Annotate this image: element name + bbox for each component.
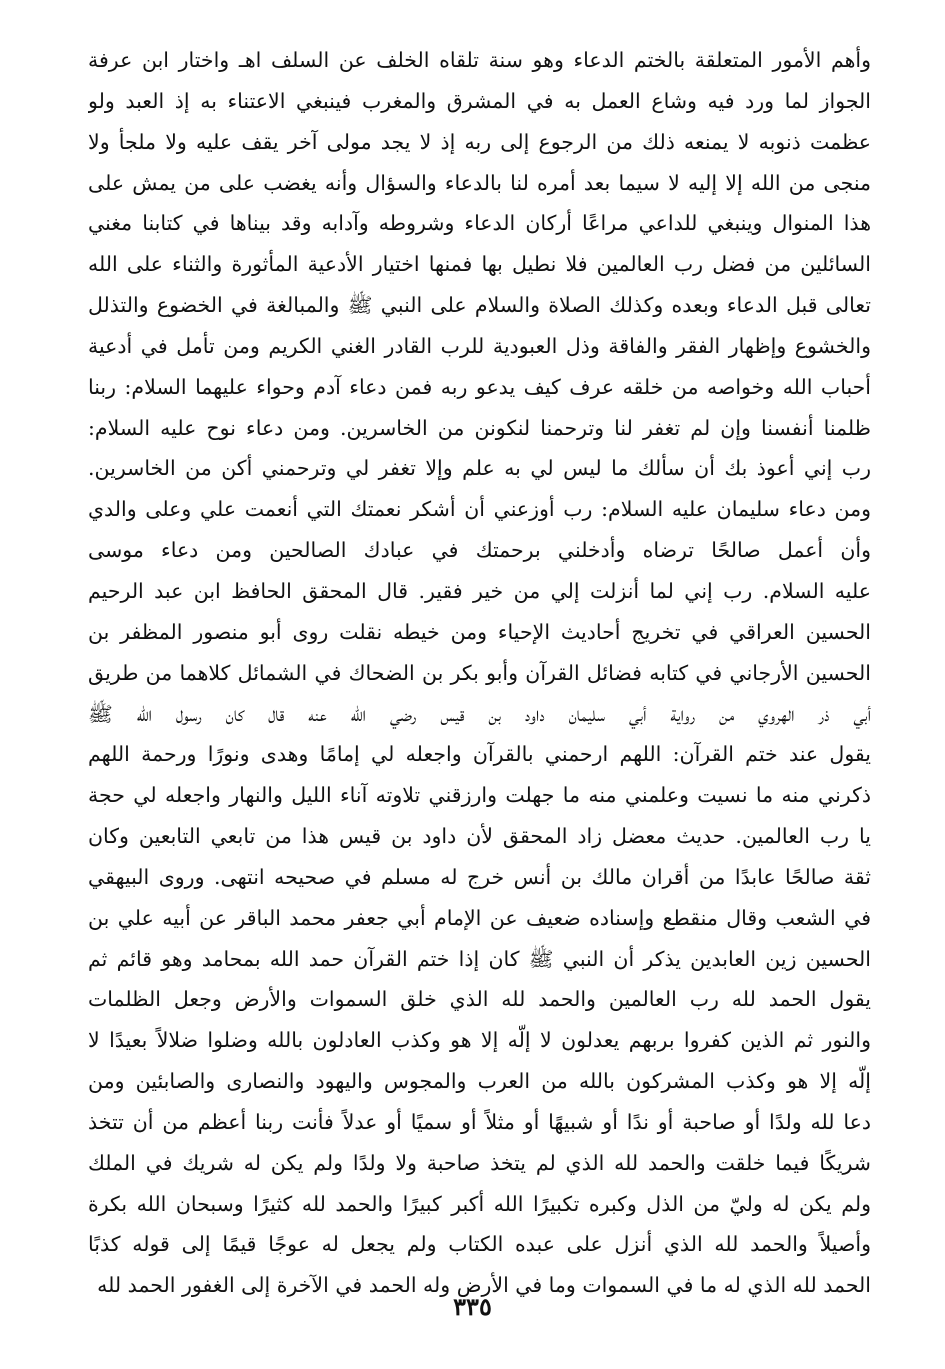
text-line: دعا لله ولدًا أو صاحبة أو ندًا أو شبيهًا أو مثلاً أو سميًا أو عدلاً فأنت ربنا أعظم من أن تتخذ [88,1109,871,1134]
text-line: منجى من الله إلا إليه لا سيما بعد أمره لنا بالدعاء والسؤال وأنه يغضب على من يمش على [88,170,871,195]
text-line: وأهم الأمور المتعلقة بالختم الدعاء وهو سنة تلقاه الخلف عن السلف اهـ واختار ابن عرفة [88,48,871,72]
text-line: ولم يكن له وليّ من الذل وكبره تكبيرًا الله أكبر كبيرًا والحمد لله كثيرًا وسبحان الله بكرة [88,1191,871,1216]
text-line: الحسين زين العابدين يذكر أن النبي ﷺ كان إذا ختم القرآن حمد الله بمحامد وهو قائم ثم [88,946,871,971]
text-line: والنور ثم الذين كفروا بربهم يعدلون لا إلّه إلا هو وكذب العادلون بالله وضلوا ضلالاً بعيدًا لا [88,1028,871,1053]
text-line: عليه السلام. رب إني لما أنزلت إلي من خير فقير. قال المحقق الحافظ ابن عبد الرحيم [88,578,871,603]
text-line: يا رب العالمين. حديث معضل زاد المحقق لأن داود بن قيس هذا من تابعي التابعين وكان [88,824,871,849]
text-line: الجواز لما ورد فيه وشاع العمل به في المشرق والمغرب فينبغي الاعتناء به إذ العبد ولو [88,88,871,113]
text-line: يقول عند ختم القرآن: اللهم ارحمني بالقرآن واجعله لي إمامًا وهدى ونورًا ورحمة اللهم [88,742,871,767]
text-line: السائلين من فضل رب العالمين فلا نطيل بها فمنها اختيار الأدعية المأثورة والثناء على الله [88,252,871,277]
text-line: تعالى قبل الدعاء وبعده وكذلك الصلاة والسلام على النبي ﷺ والمبالغة في الخضوع والتذلل [88,293,871,318]
text-line: ذكرني منه ما نسيت وعلمني منه ما جهلت وارزقني تلاوته آناء الليل والنهار واجعله لي حجة [88,783,871,808]
text-line: ومن دعاء سليمان عليه السلام: رب أوزعني أن أشكر نعمتك التي أنعمت علي وعلى والدي [88,497,871,522]
text-line: ثقة صالحًا عابدًا من أقران مالك بن أنس خرج له مسلم في صحيحه انتهى. وروى البيهقي [88,864,871,889]
body-text [88,40,871,1306]
text-line: في الشعب وقال منقطع وإسناده ضعيف عن الإمام أبي جعفر محمد الباقر عن أبيه علي بن [88,905,871,930]
text-line: أحباب الله وخواصه من خلقه عرف كيف يدعو ربه فمن دعاء آدم وحواء عليهما السلام: ربنا [88,374,871,399]
text-line: شريكًا فيما خلقت والحمد لله الذي لم يتخذ صاحبة ولا ولدًا ولم يكن له شريك في الملك [88,1150,871,1175]
text-line: وأصيلاً والحمد لله الذي أنزل على عبده الكتاب ولم يجعل له عوجًا قيمًا إلى قوله كذبًا [88,1232,871,1257]
text-line: يقول الحمد لله رب العالمين والحمد لله الذي خلق السموات والأرض وجعل الظلمات [88,987,871,1012]
text-line: الحمد لله الذي له ما في السموات وما في الأرض وله الحمد في الآخرة إلى الغفور الحمد لله [97,1273,871,1298]
text-line: أبي ذر الهروي من رواية أبي سليمان داود بن قيس رضي الله عنه قال كان رسول الله ﷺ [88,701,871,726]
text-line: الحسين الأرجاني في كتابه فضائل القرآن وأبو بكر بن الضحاك في الشمائل كلاهما من طريق [88,660,871,685]
text-line: والخشوع وإظهار الفقر والفاقة وذل العبودية للرب القادر الغني الكريم ومن تأمل في أدعية [88,333,871,358]
text-line: رب إني أعوذ بك أن سألك ما ليس لي به علم وإلا تغفر لي وترحمني أكن من الخاسرين. [88,456,871,481]
text-line: الحسين العراقي في تخريج أحاديث الإحياء ومن خيطه نقلت روى أبو منصور المظفر بن [88,619,871,644]
page-number: ٣٣٥ [453,1292,492,1321]
text-line: عظمت ذنوبه لا يمنعه ذلك من الرجوع إلى ربه إذ لا يجد مولى آخر يقف عليه ولا ملجأ ولا [88,129,871,154]
text-line: إلّه إلا هو وكذب المشركون بالله من العرب والمجوس واليهود والنصارى والصابئين ومن [88,1069,871,1094]
text-line: هذا المنوال وينبغي للداعي مراعًا أركان الدعاء وشروطه وآدابه وقد بيناها في كتابنا مغني [88,211,871,236]
text-line: وأن أعمل صالحًا ترضاه وأدخلني برحمتك في عبادك الصالحين ومن دعاء موسى [88,538,871,563]
text-line: ظلمنا أنفسنا وإن لم تغفر لنا وترحمنا لنكونن من الخاسرين. ومن دعاء نوح عليه السلام: [88,415,871,440]
